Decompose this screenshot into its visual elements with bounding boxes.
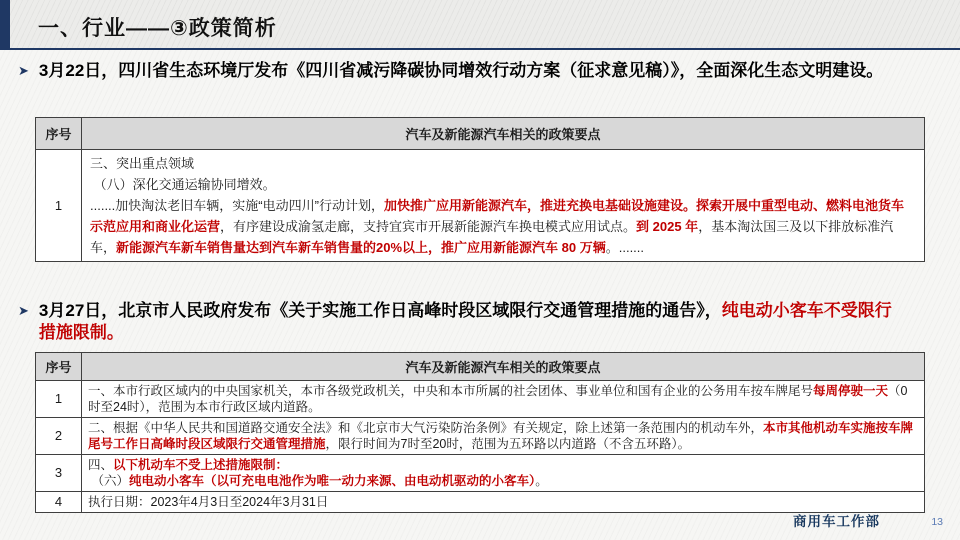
plain-text: ，基本淘汰国三及以下排放标准汽车， (90, 219, 894, 255)
highlighted-text: 本市其他机动车实施按车牌尾号工作日高峰时段区域限行交通管理措施 (88, 421, 914, 451)
plain-text: 一、本市行政区域内的中央国家机关，本市各级党政机关，中央和本市所属的社会团体、事业单位和国有企业的公务用车按车牌尾号 (88, 384, 814, 398)
plain-text: 3月27日，北京市人民政府发布《关于实施工作日高峰时段区域限行交通管理措施的通告》， (38, 301, 722, 320)
row-number-cell: 1 (36, 381, 82, 418)
page-title: 一、行业——③政策简析 (38, 17, 277, 40)
row-content-cell (82, 150, 925, 262)
table-body-sichuan (36, 150, 925, 262)
plain-text: 。....... (605, 240, 645, 255)
content-line (88, 457, 918, 473)
policy-table-beijing (35, 352, 925, 513)
plain-text: 四、 (88, 458, 114, 472)
table-row (36, 381, 925, 418)
column-header-no: 序号 (36, 118, 82, 150)
row-number-cell: 3 (36, 455, 82, 492)
column-header-policy: 汽车及新能源汽车相关的政策要点 (82, 353, 925, 381)
plain-text: （六） (88, 474, 129, 488)
content-line (90, 195, 916, 258)
row-content-cell (82, 381, 925, 418)
content-line (90, 174, 916, 195)
highlighted-text: 到 2025 年 (636, 219, 699, 234)
bullet-sichuan-policy (18, 60, 920, 82)
page-number: 13 (931, 516, 943, 528)
content-line (88, 473, 918, 489)
plain-text: 。 (535, 474, 548, 488)
bullet-sichuan-text (39, 60, 901, 82)
content-line (88, 494, 918, 510)
plain-text: 三、突出重点领域 (90, 156, 195, 171)
highlighted-text: 纯电动小客车（以可充电电池作为唯一动力来源、由电动机驱动的小客车） (129, 474, 536, 488)
plain-text: 3月22日，四川省生态环境厅发布《四川省减污降碳协同增效行动方案（征求意见稿）》，全面深化生态文明建设。 (38, 61, 884, 80)
table-row (36, 418, 925, 455)
column-header-policy: 汽车及新能源汽车相关的政策要点 (82, 118, 925, 150)
plain-text: （0时至24时），范围为本市行政区域内道路。 (88, 384, 908, 414)
plain-text: 执行日期：2023年4月3日至2024年3月31日 (88, 495, 329, 509)
content-line (90, 153, 916, 174)
row-number-cell: 2 (36, 418, 82, 455)
plain-text: ，限行时间为7时至20时，范围为五环路以内道路（不含五环路）。 (325, 437, 691, 451)
column-header-no: 序号 (36, 353, 82, 381)
highlighted-text: 加快推广应用新能源汽车，推进充换电基础设施建设。探索开展中重型电动、燃料电池货车示范应用和商业化运营 (90, 198, 904, 234)
table-body-beijing (36, 381, 925, 513)
highlighted-text: 纯电动小客车不受限行措施限制。 (38, 301, 892, 342)
title-accent-bar (0, 0, 10, 48)
title-bar (0, 0, 960, 50)
policy-table-sichuan (35, 117, 925, 262)
table-row (36, 455, 925, 492)
highlighted-text: 以下机动车不受上述措施限制： (113, 458, 289, 472)
table-header-row (36, 118, 925, 150)
bullet-arrow-icon: ➤ (18, 63, 29, 78)
row-number-cell: 4 (36, 492, 82, 513)
plain-text: .......加快淘汰老旧车辆，实施“电动四川”行动计划， (90, 198, 384, 213)
content-line (88, 420, 918, 452)
footer-department: 商用车工作部 (793, 514, 880, 529)
highlighted-text: 每周停驶一天 (813, 384, 889, 398)
table-row (36, 492, 925, 513)
highlighted-text: 新能源汽车新车销售量达到汽车新车销售量的20%以上，推广应用新能源汽车 80 万辆 (116, 240, 606, 255)
row-content-cell (82, 418, 925, 455)
plain-text: ，有序建设成渝氢走廊，支持宜宾市开展新能源汽车换电模式应用试点。 (220, 219, 637, 234)
bullet-beijing-text (39, 300, 901, 344)
plain-text: 二、根据《中华人民共和国道路交通安全法》和《北京市大气污染防治条例》有关规定，除上述第一条范围内的机动车外， (88, 421, 764, 435)
plain-text: （八）深化交通运输协同增效。 (90, 177, 276, 192)
row-number-cell: 1 (36, 150, 82, 262)
bullet-beijing-policy (18, 300, 920, 344)
row-content-cell (82, 455, 925, 492)
content-line (88, 383, 918, 415)
table-header-row (36, 353, 925, 381)
table-row (36, 150, 925, 262)
bullet-arrow-icon: ➤ (18, 303, 29, 318)
